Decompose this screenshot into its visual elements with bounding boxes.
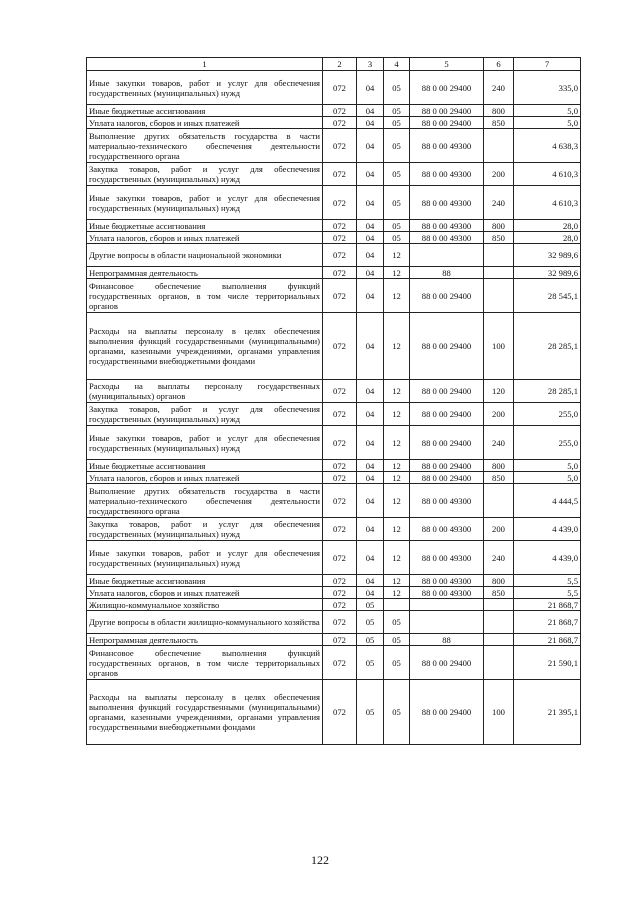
cell-name: Иные бюджетные ассигнования — [87, 105, 323, 117]
cell-target-article: 88 0 00 29400 — [410, 460, 484, 472]
cell-target-article: 88 0 00 49300 — [410, 575, 484, 587]
cell-target-article: 88 0 00 29400 — [410, 380, 484, 403]
column-header-6: 6 — [484, 58, 514, 71]
cell-section: 05 — [357, 611, 384, 634]
cell-amount: 21 868,7 — [514, 611, 581, 634]
table-row — [87, 426, 581, 460]
cell-subsection: 12 — [384, 484, 410, 518]
cell-section: 05 — [357, 646, 384, 680]
cell-expense-type — [484, 129, 514, 163]
cell-section: 04 — [357, 403, 384, 426]
cell-target-article — [410, 244, 484, 267]
cell-target-article: 88 0 00 49300 — [410, 220, 484, 232]
cell-expense-type: 240 — [484, 426, 514, 460]
table-row — [87, 611, 581, 634]
cell-subsection: 05 — [384, 634, 410, 646]
cell-target-article: 88 0 00 29400 — [410, 313, 484, 380]
cell-target-article: 88 0 00 49300 — [410, 484, 484, 518]
cell-section: 04 — [357, 220, 384, 232]
column-header-7: 7 — [514, 58, 581, 71]
cell-amount: 4 610,3 — [514, 163, 581, 186]
budget-table — [86, 57, 581, 745]
cell-admin-code: 072 — [323, 129, 357, 163]
cell-admin-code: 072 — [323, 634, 357, 646]
cell-target-article: 88 0 00 49300 — [410, 232, 484, 244]
cell-admin-code: 072 — [323, 541, 357, 575]
cell-target-article: 88 0 00 29400 — [410, 279, 484, 313]
cell-admin-code: 072 — [323, 575, 357, 587]
cell-amount: 4 444,5 — [514, 484, 581, 518]
cell-amount: 28 285,1 — [514, 380, 581, 403]
cell-admin-code: 072 — [323, 163, 357, 186]
cell-subsection: 12 — [384, 279, 410, 313]
cell-admin-code: 072 — [323, 71, 357, 105]
cell-expense-type: 100 — [484, 313, 514, 380]
cell-subsection: 12 — [384, 518, 410, 541]
cell-admin-code: 072 — [323, 426, 357, 460]
cell-name: Выполнение других обязательств государства в части материально-технического обеспечения деятельности государственного органа — [87, 129, 323, 163]
cell-name: Иные закупки товаров, работ и услуг для обеспечения государственных (муниципальных) нужд — [87, 186, 323, 220]
cell-subsection: 05 — [384, 680, 410, 745]
table-row — [87, 460, 581, 472]
cell-section: 04 — [357, 186, 384, 220]
table-row — [87, 105, 581, 117]
cell-name: Другие вопросы в области жилищно-коммунального хозяйства — [87, 611, 323, 634]
cell-target-article: 88 0 00 49300 — [410, 129, 484, 163]
cell-name: Расходы на выплаты персоналу в целях обеспечения выполнения функций государственными (муниципальными) органами, казенными учреждениями, органами управления государственными внебюджетными фондами — [87, 680, 323, 745]
cell-expense-type — [484, 244, 514, 267]
cell-name: Другие вопросы в области национальной экономики — [87, 244, 323, 267]
cell-target-article: 88 0 00 29400 — [410, 403, 484, 426]
cell-amount: 4 439,0 — [514, 518, 581, 541]
cell-target-article: 88 — [410, 634, 484, 646]
table-row — [87, 634, 581, 646]
cell-amount: 21 868,7 — [514, 634, 581, 646]
cell-section: 04 — [357, 163, 384, 186]
cell-subsection: 05 — [384, 232, 410, 244]
cell-expense-type: 850 — [484, 117, 514, 129]
cell-section: 04 — [357, 541, 384, 575]
cell-expense-type: 850 — [484, 587, 514, 599]
cell-admin-code: 072 — [323, 611, 357, 634]
cell-target-article: 88 0 00 29400 — [410, 646, 484, 680]
table-body — [87, 71, 581, 745]
cell-section: 05 — [357, 634, 384, 646]
cell-name: Иные бюджетные ассигнования — [87, 460, 323, 472]
cell-expense-type: 800 — [484, 220, 514, 232]
cell-subsection: 12 — [384, 380, 410, 403]
cell-subsection: 05 — [384, 129, 410, 163]
table-row — [87, 313, 581, 380]
cell-section: 04 — [357, 380, 384, 403]
cell-subsection: 12 — [384, 587, 410, 599]
cell-section: 04 — [357, 232, 384, 244]
cell-subsection: 12 — [384, 313, 410, 380]
table-row — [87, 541, 581, 575]
table-row — [87, 518, 581, 541]
cell-expense-type: 850 — [484, 472, 514, 484]
cell-amount: 5,0 — [514, 105, 581, 117]
cell-section: 04 — [357, 267, 384, 279]
cell-admin-code: 072 — [323, 279, 357, 313]
cell-admin-code: 072 — [323, 117, 357, 129]
cell-name: Закупка товаров, работ и услуг для обеспечения государственных (муниципальных) нужд — [87, 403, 323, 426]
cell-target-article: 88 0 00 49300 — [410, 518, 484, 541]
cell-section: 04 — [357, 313, 384, 380]
cell-section: 04 — [357, 426, 384, 460]
table-row — [87, 163, 581, 186]
table-row — [87, 244, 581, 267]
cell-subsection: 12 — [384, 426, 410, 460]
cell-admin-code: 072 — [323, 587, 357, 599]
cell-target-article: 88 0 00 29400 — [410, 117, 484, 129]
table-row — [87, 484, 581, 518]
cell-amount: 21 590,1 — [514, 646, 581, 680]
cell-admin-code: 072 — [323, 380, 357, 403]
cell-expense-type: 120 — [484, 380, 514, 403]
cell-amount: 5,5 — [514, 587, 581, 599]
cell-amount: 28 545,1 — [514, 279, 581, 313]
cell-admin-code: 072 — [323, 313, 357, 380]
cell-expense-type: 240 — [484, 541, 514, 575]
cell-target-article: 88 0 00 29400 — [410, 426, 484, 460]
table-row — [87, 220, 581, 232]
cell-expense-type: 100 — [484, 680, 514, 745]
cell-name: Непрограммная деятельность — [87, 267, 323, 279]
cell-amount: 32 989,6 — [514, 267, 581, 279]
table-row — [87, 575, 581, 587]
cell-expense-type: 200 — [484, 518, 514, 541]
cell-name: Иные закупки товаров, работ и услуг для обеспечения государственных (муниципальных) нужд — [87, 541, 323, 575]
cell-expense-type: 800 — [484, 575, 514, 587]
cell-expense-type — [484, 599, 514, 611]
page-number: 122 — [311, 853, 329, 867]
cell-admin-code: 072 — [323, 646, 357, 680]
cell-amount: 28,0 — [514, 220, 581, 232]
cell-target-article: 88 0 00 29400 — [410, 680, 484, 745]
cell-subsection: 12 — [384, 267, 410, 279]
cell-amount: 21 868,7 — [514, 599, 581, 611]
cell-admin-code: 072 — [323, 244, 357, 267]
cell-expense-type: 240 — [484, 71, 514, 105]
cell-admin-code: 072 — [323, 599, 357, 611]
cell-admin-code: 072 — [323, 105, 357, 117]
cell-section: 04 — [357, 575, 384, 587]
cell-section: 04 — [357, 279, 384, 313]
cell-amount: 5,5 — [514, 575, 581, 587]
table-row — [87, 380, 581, 403]
table-row — [87, 599, 581, 611]
cell-target-article: 88 0 00 29400 — [410, 105, 484, 117]
cell-admin-code: 072 — [323, 232, 357, 244]
cell-subsection: 05 — [384, 646, 410, 680]
cell-admin-code: 072 — [323, 220, 357, 232]
cell-admin-code: 072 — [323, 267, 357, 279]
cell-subsection — [384, 599, 410, 611]
cell-section: 04 — [357, 484, 384, 518]
cell-section: 04 — [357, 587, 384, 599]
cell-section: 04 — [357, 117, 384, 129]
cell-subsection: 05 — [384, 105, 410, 117]
cell-name: Выполнение других обязательств государства в части материально-технического обеспечения деятельности государственного органа — [87, 484, 323, 518]
table-row — [87, 279, 581, 313]
cell-section: 05 — [357, 680, 384, 745]
cell-target-article: 88 0 00 49300 — [410, 541, 484, 575]
table-row — [87, 403, 581, 426]
cell-name: Расходы на выплаты персоналу в целях обеспечения выполнения функций государственными (муниципальными) органами, казенными учреждениями, органами управления государственными внебюджетными фондами — [87, 313, 323, 380]
column-header-3: 3 — [357, 58, 384, 71]
cell-admin-code: 072 — [323, 460, 357, 472]
cell-section: 04 — [357, 518, 384, 541]
cell-amount: 255,0 — [514, 426, 581, 460]
cell-section: 04 — [357, 472, 384, 484]
cell-name: Иные бюджетные ассигнования — [87, 575, 323, 587]
cell-amount: 4 439,0 — [514, 541, 581, 575]
column-header-1: 1 — [87, 58, 323, 71]
table-row — [87, 587, 581, 599]
cell-subsection: 12 — [384, 460, 410, 472]
cell-admin-code: 072 — [323, 680, 357, 745]
cell-subsection: 12 — [384, 403, 410, 426]
cell-expense-type — [484, 267, 514, 279]
cell-name: Финансовое обеспечение выполнения функций государственных органов, в том числе территориальных органов — [87, 279, 323, 313]
cell-expense-type: 800 — [484, 105, 514, 117]
table-row — [87, 267, 581, 279]
cell-expense-type — [484, 611, 514, 634]
cell-amount: 255,0 — [514, 403, 581, 426]
cell-expense-type: 850 — [484, 232, 514, 244]
cell-name: Уплата налогов, сборов и иных платежей — [87, 587, 323, 599]
cell-name: Непрограммная деятельность — [87, 634, 323, 646]
cell-amount: 32 989,6 — [514, 244, 581, 267]
cell-target-article — [410, 599, 484, 611]
table-row — [87, 232, 581, 244]
cell-name: Уплата налогов, сборов и иных платежей — [87, 232, 323, 244]
cell-subsection: 05 — [384, 186, 410, 220]
table-row — [87, 71, 581, 105]
cell-subsection: 05 — [384, 71, 410, 105]
cell-expense-type: 200 — [484, 163, 514, 186]
cell-target-article: 88 0 00 29400 — [410, 71, 484, 105]
cell-section: 04 — [357, 244, 384, 267]
cell-subsection: 12 — [384, 541, 410, 575]
cell-amount: 28,0 — [514, 232, 581, 244]
cell-section: 05 — [357, 599, 384, 611]
cell-name: Иные закупки товаров, работ и услуг для обеспечения государственных (муниципальных) нужд — [87, 71, 323, 105]
table-row — [87, 117, 581, 129]
cell-amount: 4 638,3 — [514, 129, 581, 163]
cell-admin-code: 072 — [323, 484, 357, 518]
cell-amount: 4 610,3 — [514, 186, 581, 220]
cell-amount: 28 285,1 — [514, 313, 581, 380]
cell-target-article: 88 0 00 49300 — [410, 163, 484, 186]
cell-subsection: 05 — [384, 220, 410, 232]
cell-admin-code: 072 — [323, 403, 357, 426]
cell-amount: 5,0 — [514, 117, 581, 129]
table-header — [87, 58, 581, 71]
cell-target-article: 88 — [410, 267, 484, 279]
cell-admin-code: 072 — [323, 472, 357, 484]
cell-amount: 335,0 — [514, 71, 581, 105]
cell-name: Иные закупки товаров, работ и услуг для обеспечения государственных (муниципальных) нужд — [87, 426, 323, 460]
cell-name: Уплата налогов, сборов и иных платежей — [87, 472, 323, 484]
cell-expense-type — [484, 279, 514, 313]
cell-name: Закупка товаров, работ и услуг для обеспечения государственных (муниципальных) нужд — [87, 518, 323, 541]
cell-amount: 5,0 — [514, 472, 581, 484]
cell-expense-type: 240 — [484, 186, 514, 220]
cell-subsection: 12 — [384, 244, 410, 267]
table-row — [87, 129, 581, 163]
cell-name: Жилищно-коммунальное хозяйство — [87, 599, 323, 611]
cell-subsection: 12 — [384, 575, 410, 587]
header-row — [87, 58, 581, 71]
cell-target-article: 88 0 00 49300 — [410, 587, 484, 599]
cell-section: 04 — [357, 71, 384, 105]
cell-name: Расходы на выплаты персоналу государственных (муниципальных) органов — [87, 380, 323, 403]
cell-expense-type: 800 — [484, 460, 514, 472]
cell-expense-type — [484, 634, 514, 646]
table-row — [87, 680, 581, 745]
table-row — [87, 186, 581, 220]
cell-name: Уплата налогов, сборов и иных платежей — [87, 117, 323, 129]
cell-subsection: 05 — [384, 117, 410, 129]
cell-subsection: 05 — [384, 163, 410, 186]
cell-subsection: 12 — [384, 472, 410, 484]
cell-target-article — [410, 611, 484, 634]
cell-admin-code: 072 — [323, 186, 357, 220]
cell-section: 04 — [357, 460, 384, 472]
cell-admin-code: 072 — [323, 518, 357, 541]
column-header-5: 5 — [410, 58, 484, 71]
table-row — [87, 646, 581, 680]
cell-expense-type — [484, 646, 514, 680]
cell-subsection: 05 — [384, 611, 410, 634]
cell-name: Закупка товаров, работ и услуг для обеспечения государственных (муниципальных) нужд — [87, 163, 323, 186]
column-header-4: 4 — [384, 58, 410, 71]
cell-name: Иные бюджетные ассигнования — [87, 220, 323, 232]
cell-section: 04 — [357, 129, 384, 163]
cell-expense-type — [484, 484, 514, 518]
cell-expense-type: 200 — [484, 403, 514, 426]
cell-target-article: 88 0 00 29400 — [410, 472, 484, 484]
cell-amount: 5,0 — [514, 460, 581, 472]
cell-target-article: 88 0 00 49300 — [410, 186, 484, 220]
cell-amount: 21 395,1 — [514, 680, 581, 745]
cell-section: 04 — [357, 105, 384, 117]
table-row — [87, 472, 581, 484]
column-header-2: 2 — [323, 58, 357, 71]
cell-name: Финансовое обеспечение выполнения функций государственных органов, в том числе территориальных органов — [87, 646, 323, 680]
